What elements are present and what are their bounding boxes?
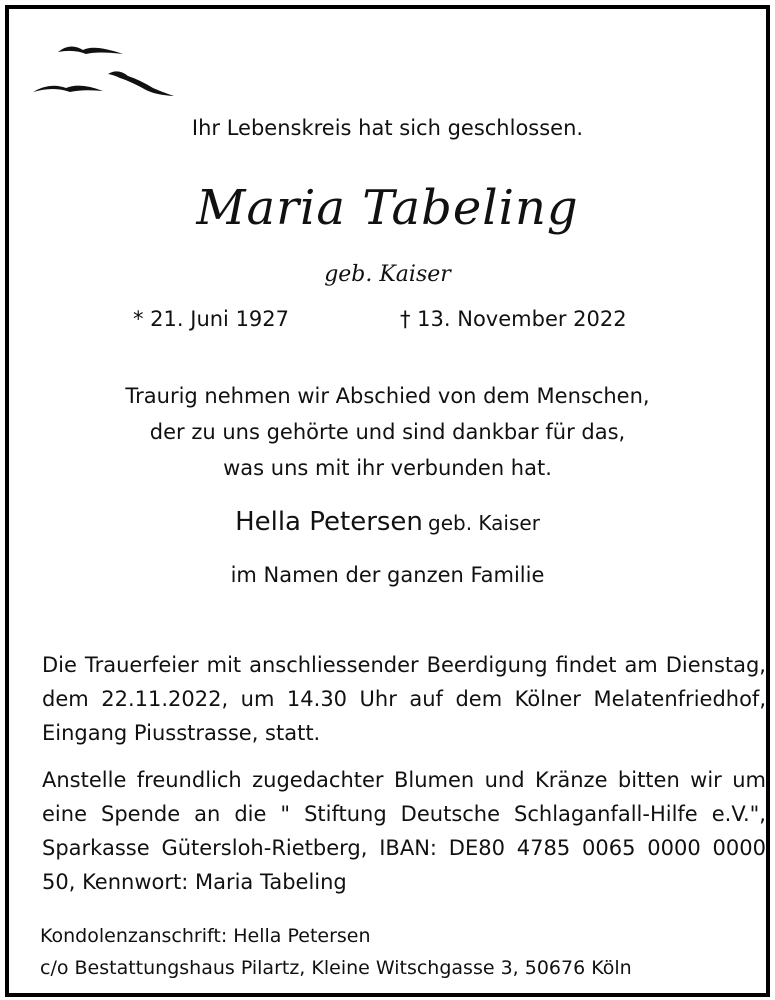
birds-icon <box>28 40 178 102</box>
funeral-paragraph: Die Trauerfeier mit anschliessender Beerdigung findet am Dienstag, dem 22.11.2022, um 14.30 Uhr auf dem Kölner Melatenfriedhof, Eingang Piusstrasse, statt. <box>42 653 766 745</box>
signer <box>0 507 775 537</box>
family-line: im Namen der ganzen Familie <box>230 563 545 587</box>
signer-maiden-name: geb. Kaiser <box>428 511 540 535</box>
verse-line: Traurig nehmen wir Abschied von dem Menschen, <box>125 384 650 408</box>
condolence-address-line1: Kondolenzanschrift: Hella Petersen <box>40 925 371 947</box>
verse-line: was uns mit ihr verbunden hat. <box>223 456 552 480</box>
birth-date: * 21. Juni 1927 <box>133 307 290 331</box>
donation-paragraph: Anstelle freundlich zugedachter Blumen und Kränze bitten wir um eine Spende an die " Stiftung Deutsche Schlaganfall-Hilfe e.V.", Sparkasse Gütersloh-Rietberg, IBAN: DE80 4785 0065 0000 0000 50, Kennwort: Maria Tabeling <box>42 768 766 894</box>
condolence-address-line2: c/o Bestattungshaus Pilartz, Kleine Witschgasse 3, 50676 Köln <box>40 957 632 979</box>
signer-name: Hella Petersen <box>235 507 423 537</box>
death-date: † 13. November 2022 <box>400 307 627 331</box>
maiden-name: geb. Kaiser <box>324 262 451 287</box>
verse <box>0 378 775 486</box>
motto: Ihr Lebenskreis hat sich geschlossen. <box>191 116 584 140</box>
deceased-name: Maria Tabeling <box>196 180 579 236</box>
verse-line: der zu uns gehörte und sind dankbar für das, <box>149 420 626 444</box>
